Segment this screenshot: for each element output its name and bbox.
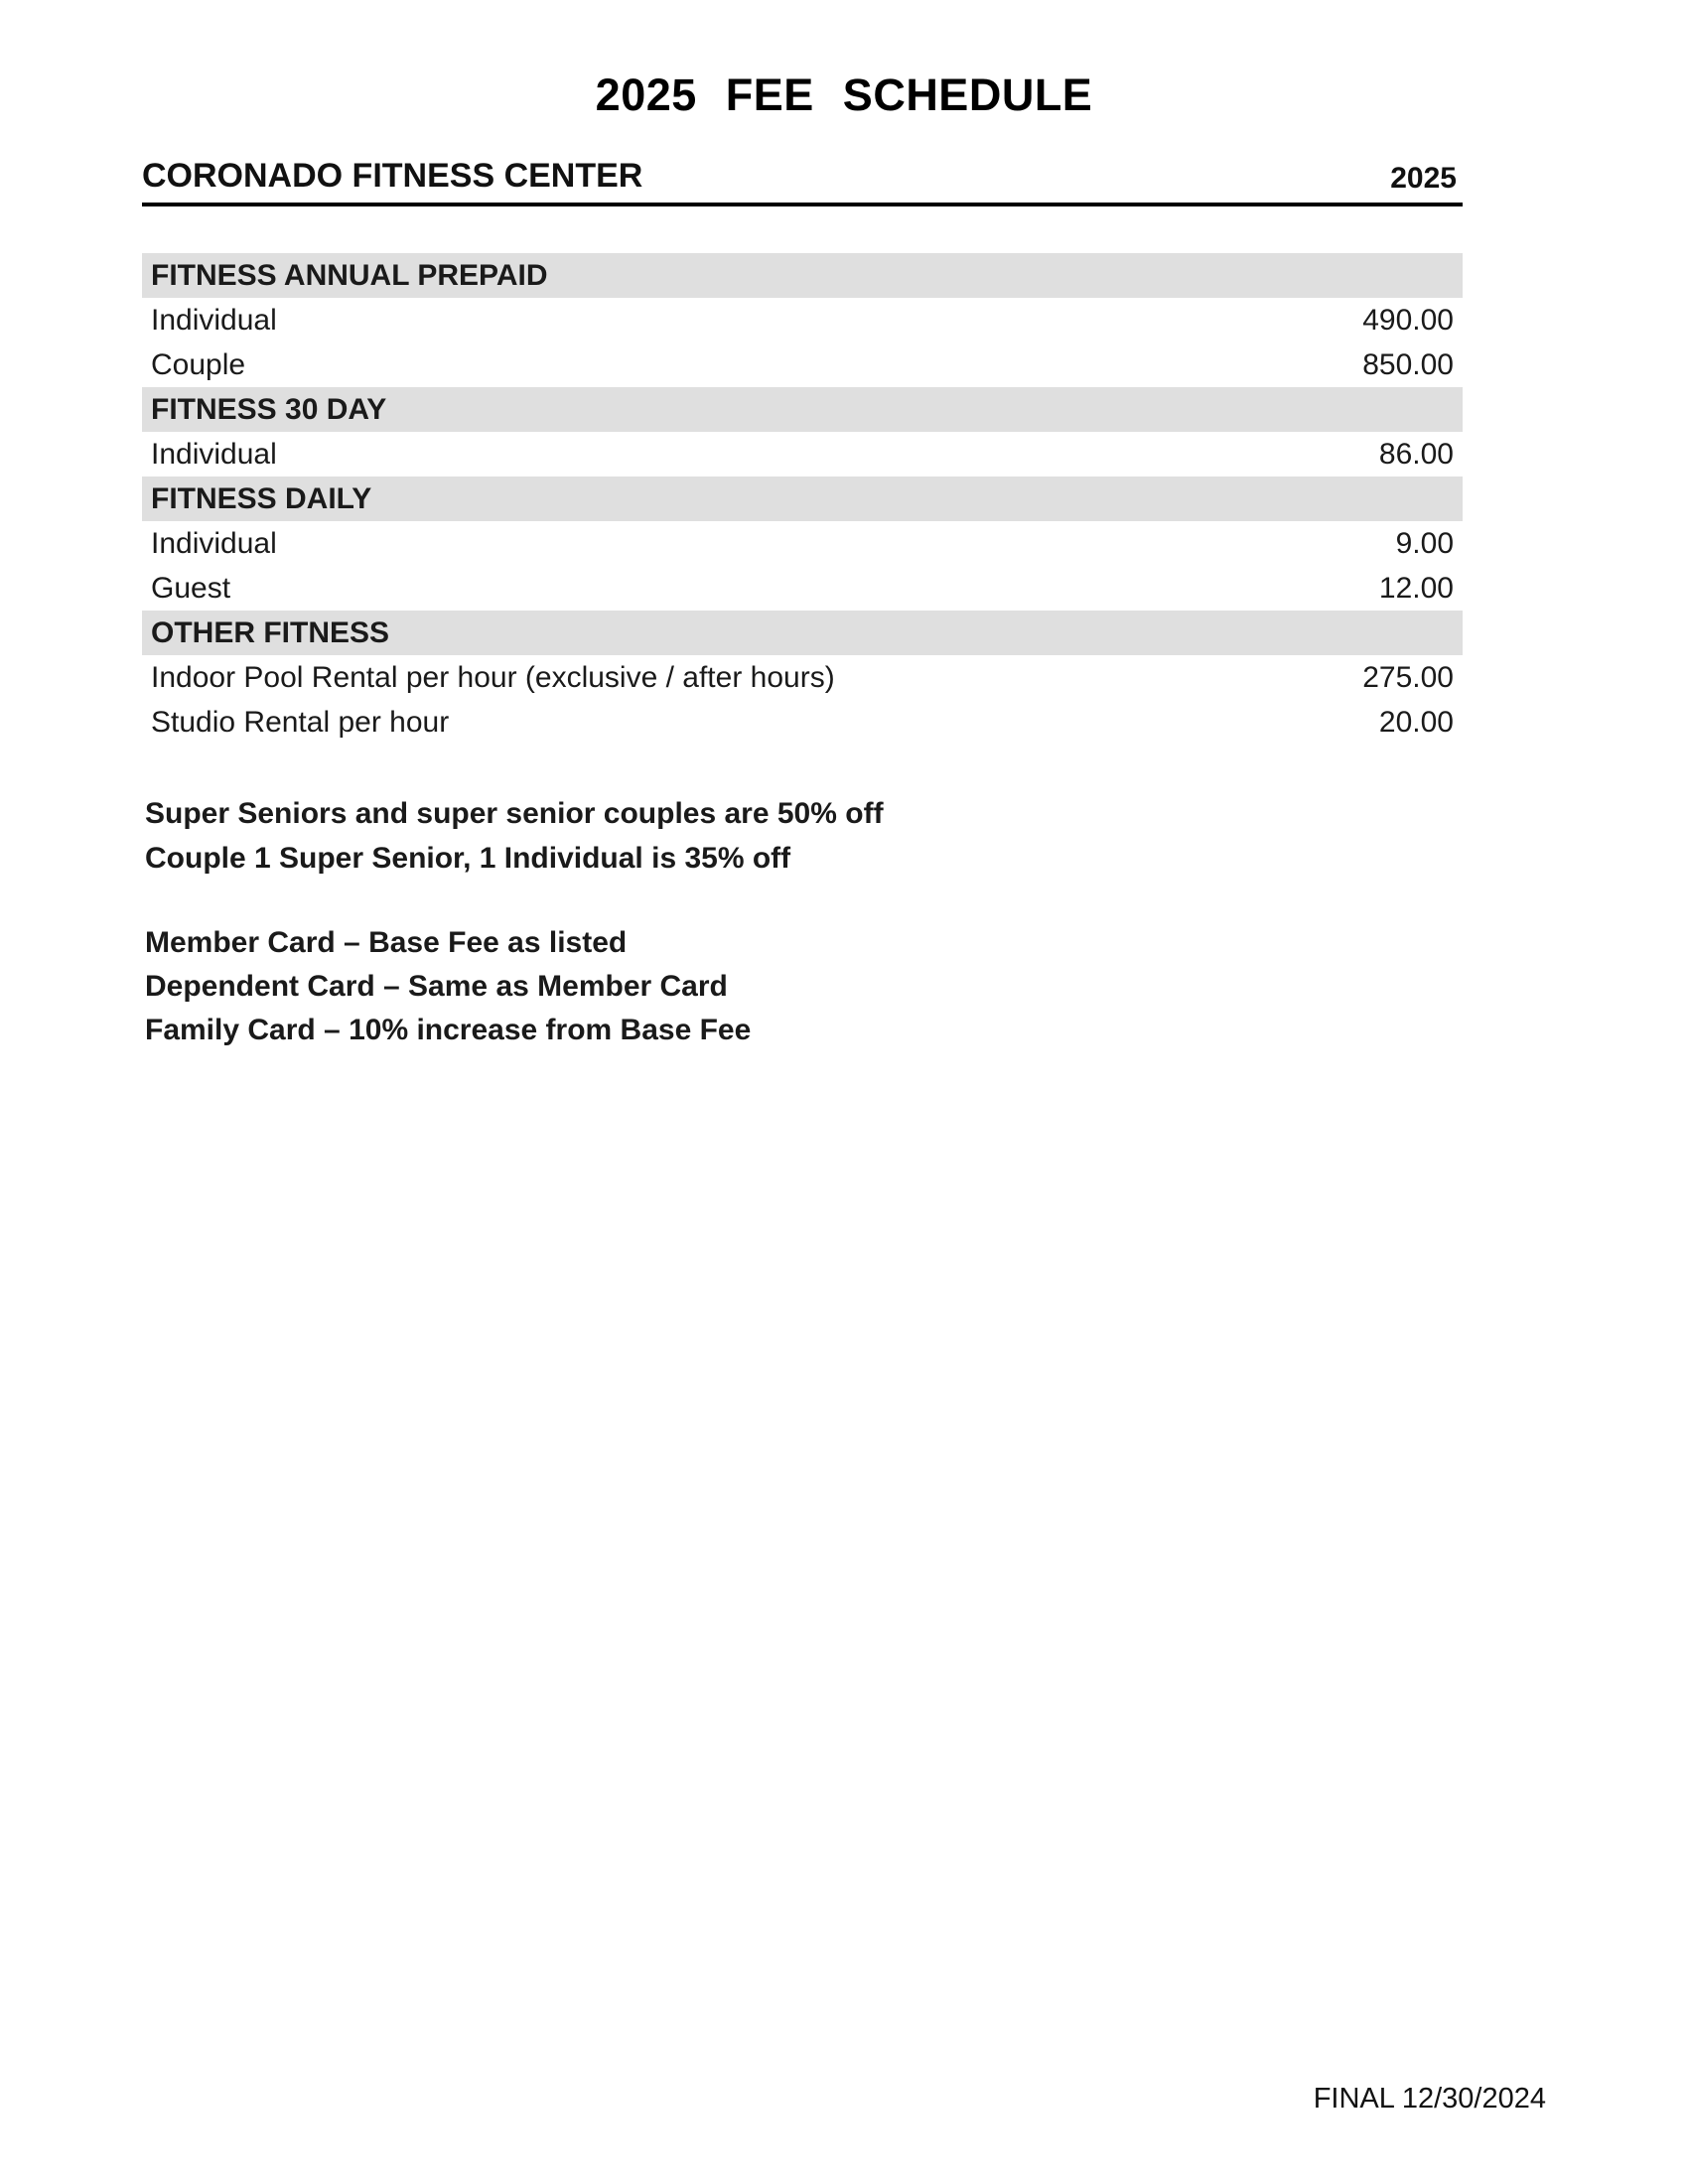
table-row (142, 566, 1463, 611)
card-note-line: Family Card – 10% increase from Base Fee (145, 1014, 752, 1046)
table-row (142, 700, 1463, 745)
section-header-other-fitness: OTHER FITNESS (142, 611, 1463, 655)
fee-label: Individual (151, 438, 277, 471)
card-note-line: Member Card – Base Fee as listed (145, 926, 628, 959)
year-label: 2025 (1390, 162, 1457, 195)
table-row (142, 342, 1463, 387)
section-header-fitness-daily: FITNESS DAILY (142, 477, 1463, 521)
fee-table (142, 253, 1463, 745)
section-header-fitness-30-day: FITNESS 30 DAY (142, 387, 1463, 432)
fee-label: Couple (151, 348, 246, 381)
fee-label: Individual (151, 527, 277, 560)
page-title: 2025 FEE SCHEDULE (595, 69, 1093, 120)
facility-name: CORONADO FITNESS CENTER (142, 157, 643, 195)
fee-amount: 20.00 (1378, 706, 1454, 739)
fee-label: Guest (151, 572, 231, 605)
fee-amount: 275.00 (1362, 661, 1454, 694)
card-note-line: Dependent Card – Same as Member Card (145, 970, 728, 1003)
discount-note-line: Super Seniors and super senior couples are 50% off (145, 797, 884, 830)
discount-notes (145, 791, 884, 881)
table-row (142, 432, 1463, 477)
fee-label: Indoor Pool Rental per hour (exclusive / after hours) (151, 661, 835, 694)
table-row (142, 298, 1463, 342)
facility-header (142, 157, 1463, 206)
fee-amount: 490.00 (1362, 304, 1454, 337)
footer-status: FINAL 12/30/2024 (1313, 2083, 1546, 2115)
fee-label: Studio Rental per hour (151, 706, 450, 739)
table-row (142, 521, 1463, 566)
fee-amount: 850.00 (1362, 348, 1454, 381)
fee-amount: 86.00 (1378, 438, 1454, 471)
section-header-fitness-annual-prepaid: FITNESS ANNUAL PREPAID (142, 253, 1463, 298)
card-notes (145, 921, 751, 1052)
fee-label: Individual (151, 304, 277, 337)
fee-amount: 9.00 (1395, 527, 1454, 560)
discount-note-line: Couple 1 Super Senior, 1 Individual is 35% off (145, 842, 791, 875)
table-row (142, 655, 1463, 700)
fee-amount: 12.00 (1378, 572, 1454, 605)
